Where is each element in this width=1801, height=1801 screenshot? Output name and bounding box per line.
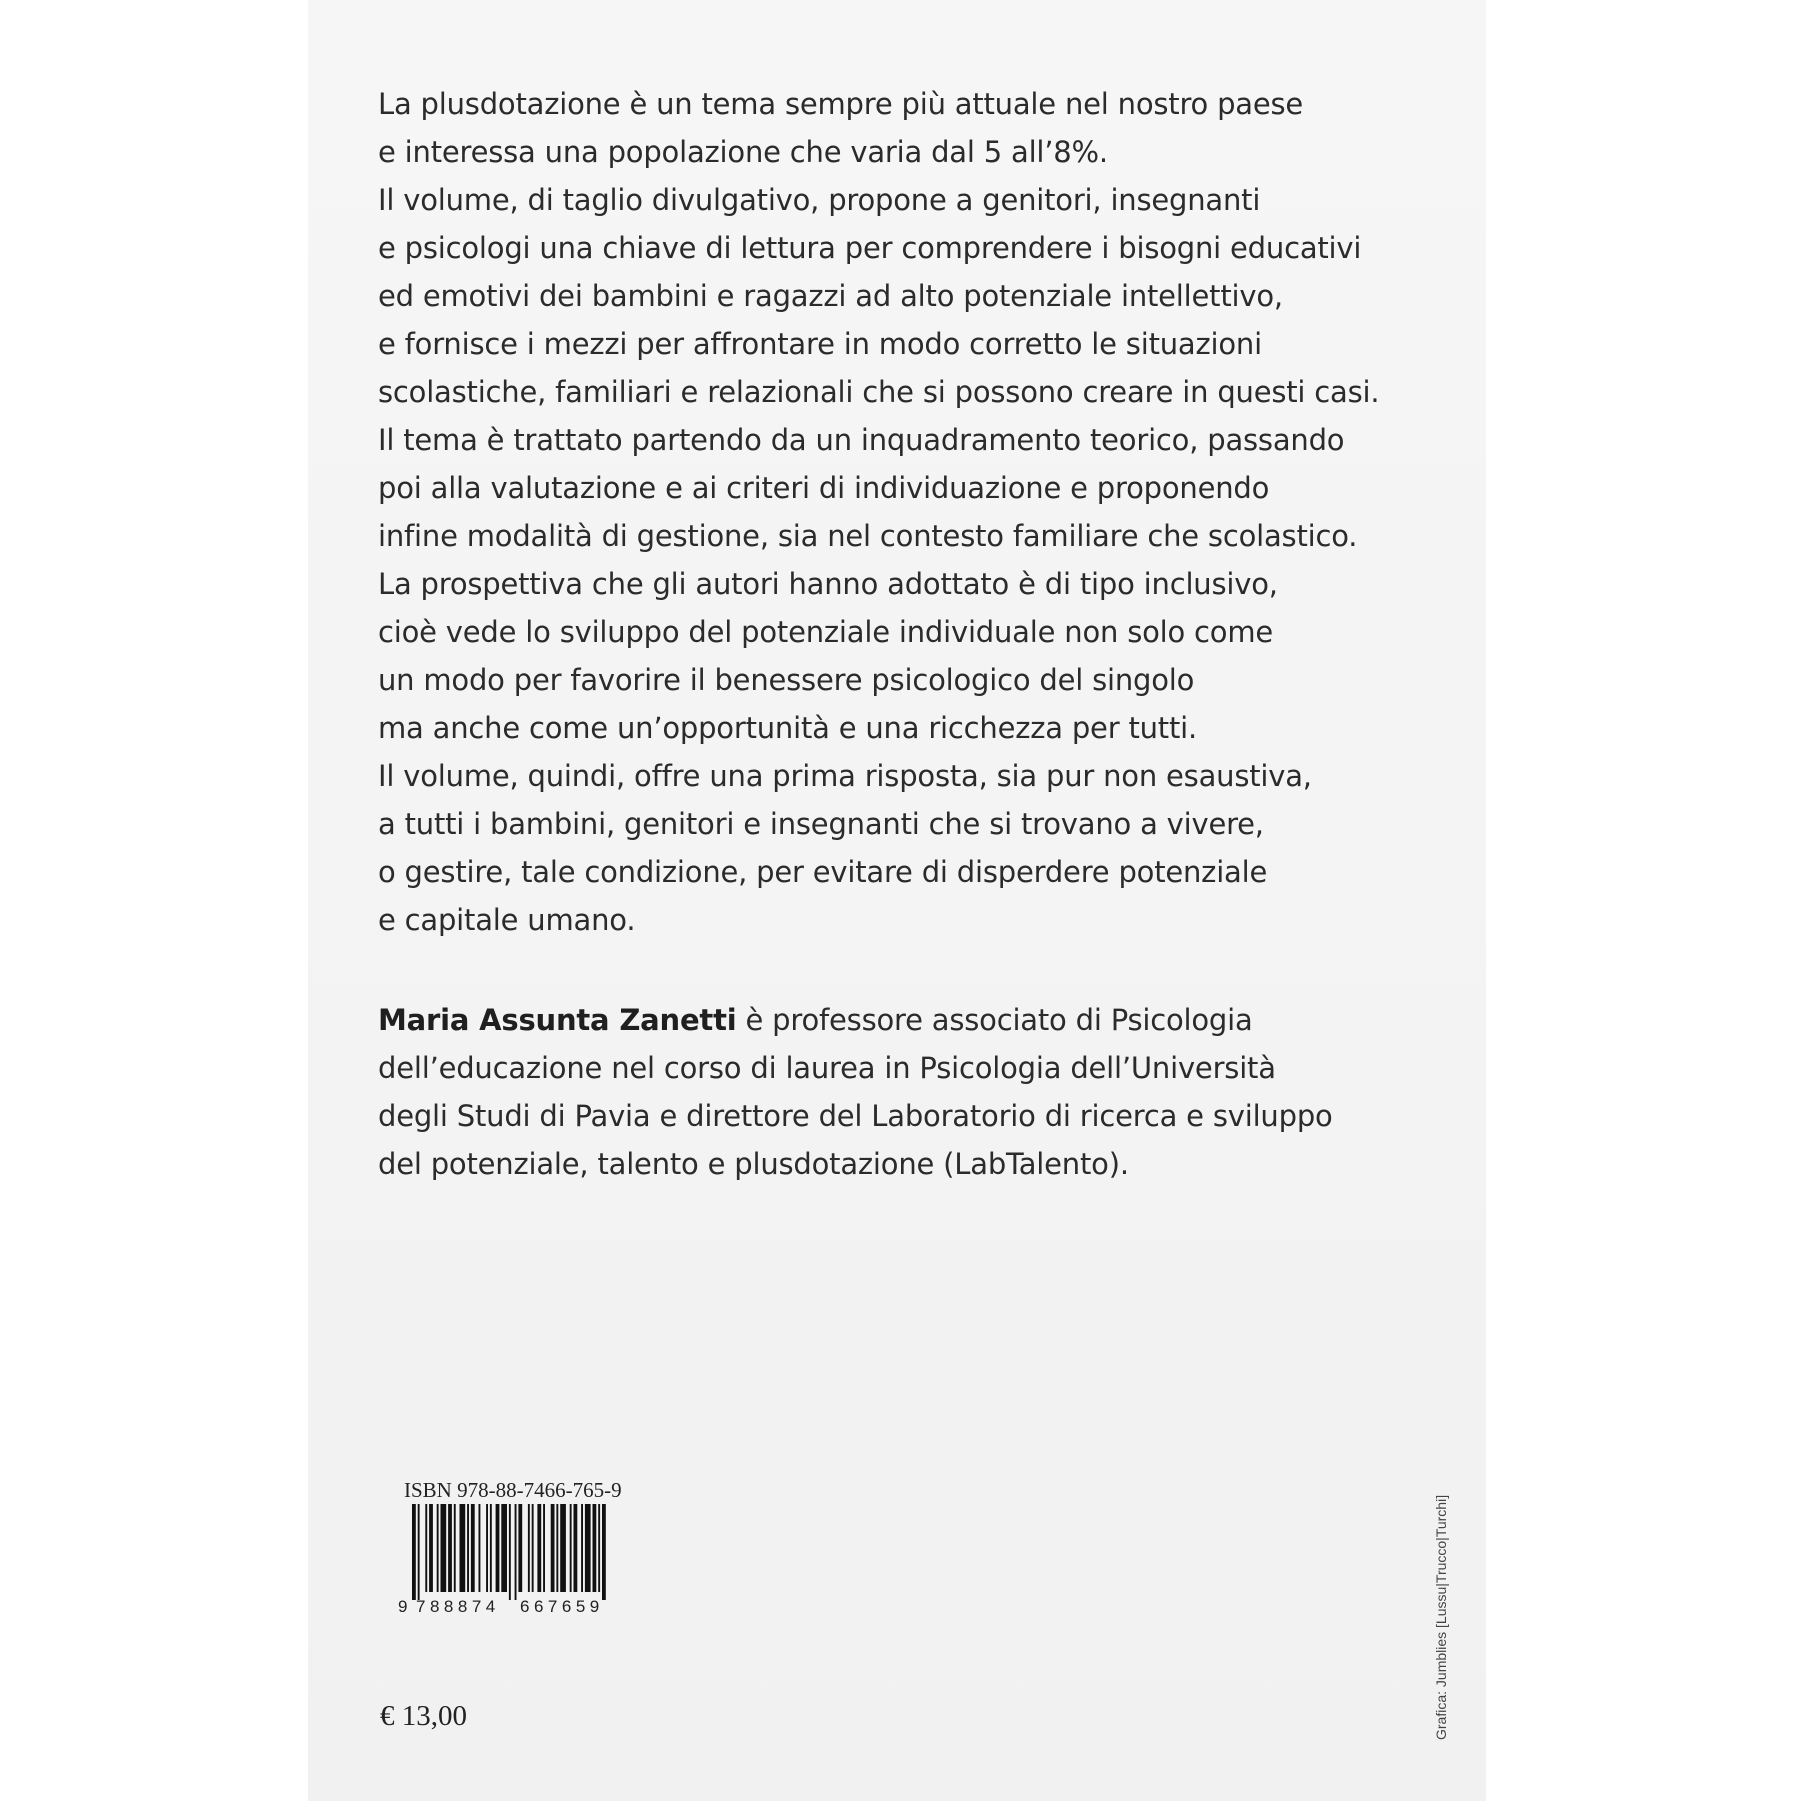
price: € 13,00	[380, 1700, 467, 1732]
author-bio-line: degli Studi di Pavia e direttore del Laboratorio di ricerca e sviluppo	[378, 1099, 1333, 1133]
author-bio	[378, 996, 1458, 1188]
barcode-bar	[528, 1504, 530, 1592]
blurb-line: e psicologi una chiave di lettura per comprendere i bisogni educativi	[378, 231, 1362, 265]
barcode-bar	[496, 1504, 500, 1592]
barcode-bar	[418, 1504, 420, 1600]
author-bio-line	[378, 996, 1458, 1044]
barcode-bar	[412, 1504, 416, 1600]
blurb-line: La plusdotazione è un tema sempre più attuale nel nostro paese	[378, 87, 1304, 121]
barcode-bar	[532, 1504, 534, 1592]
barcode-bar	[437, 1504, 439, 1592]
blurb-line: ma anche come un’opportunità e una ricchezza per tutti.	[378, 711, 1198, 745]
barcode-bar	[425, 1504, 427, 1592]
barcode-bar	[560, 1504, 566, 1592]
barcode-first-digit: 9	[398, 1597, 408, 1614]
barcode-bar	[460, 1504, 466, 1592]
barcode-bar	[479, 1504, 481, 1592]
author-name: Maria Assunta Zanetti	[378, 1003, 737, 1037]
blurb-line: e interessa una popolazione che varia dal 5 all’8%.	[378, 135, 1108, 169]
isbn-barcode	[396, 1504, 636, 1614]
blurb-line: e fornisce i mezzi per affrontare in modo corretto le situazioni	[378, 327, 1262, 361]
barcode-bar	[570, 1504, 572, 1592]
barcode-bar	[486, 1504, 488, 1592]
barcode-bar	[429, 1504, 433, 1592]
barcode-bar	[585, 1504, 591, 1592]
barcode-bar	[515, 1504, 517, 1600]
blurb-line: scolastiche, familiari e relazionali che si possono creare in questi casi.	[378, 375, 1380, 409]
barcode-bar	[593, 1504, 597, 1592]
barcode-bar	[454, 1504, 456, 1592]
barcode-bar	[602, 1504, 606, 1600]
blurb-line: o gestire, tale condizione, per evitare di disperdere potenziale	[378, 855, 1268, 889]
blurb-line: poi alla valutazione e ai criteri di individuazione e proponendo	[378, 471, 1270, 505]
barcode-bar	[574, 1504, 578, 1592]
barcode-bar	[509, 1504, 511, 1600]
barcode-bar	[598, 1504, 600, 1592]
barcode-bar	[471, 1504, 475, 1592]
blurb-line: a tutti i bambini, genitori e insegnanti che si trovano a vivere,	[378, 807, 1264, 841]
blurb-line: Il volume, di taglio divulgativo, propone a genitori, insegnanti	[378, 183, 1261, 217]
blurb-line: Il tema è trattato partendo da un inquadramento teorico, passando	[378, 423, 1345, 457]
blurb-line: cioè vede lo sviluppo del potenziale individuale non solo come	[378, 615, 1274, 649]
author-bio-line: del potenziale, talento e plusdotazione (LabTalento).	[378, 1147, 1129, 1181]
blurb-line: e capitale umano.	[378, 903, 636, 937]
author-bio-text: è professore associato di Psicologia	[736, 1003, 1253, 1037]
barcode-bar	[581, 1504, 583, 1592]
barcode-bar	[551, 1504, 555, 1592]
blurb-line: un modo per favorire il benessere psicologico del singolo	[378, 663, 1195, 697]
barcode-bar	[543, 1504, 545, 1592]
book-back-cover	[308, 0, 1486, 1801]
blurb-line: Il volume, quindi, offre una prima risposta, sia pur non esaustiva,	[378, 759, 1312, 793]
blurb-line: La prospettiva che gli autori hanno adottato è di tipo inclusivo,	[378, 567, 1278, 601]
blurb-line: infine modalità di gestione, sia nel contesto familiare che scolastico.	[378, 519, 1358, 553]
design-credits: Grafica: Jumblies [Lussu|Trucco|Turchi]	[1433, 1494, 1449, 1740]
blurb-line: ed emotivi dei bambini e ragazzi ad alto potenziale intellettivo,	[378, 279, 1283, 313]
barcode-bar	[556, 1504, 558, 1592]
barcode-bar	[537, 1504, 541, 1592]
author-bio-line: dell’educazione nel corso di laurea in Psicologia dell’Università	[378, 1051, 1276, 1085]
barcode-right-digits: 667659	[520, 1597, 604, 1614]
barcode-bar	[448, 1504, 452, 1592]
barcode-left-digits: 788874	[416, 1597, 500, 1614]
barcode-bar	[490, 1504, 492, 1592]
barcode-bar	[467, 1504, 469, 1592]
barcode-bar	[441, 1504, 447, 1592]
barcode-bar	[501, 1504, 507, 1592]
isbn-label: ISBN 978-88-7466-765-9	[404, 1478, 622, 1502]
barcode-bar	[518, 1504, 522, 1592]
book-blurb	[378, 80, 1458, 944]
